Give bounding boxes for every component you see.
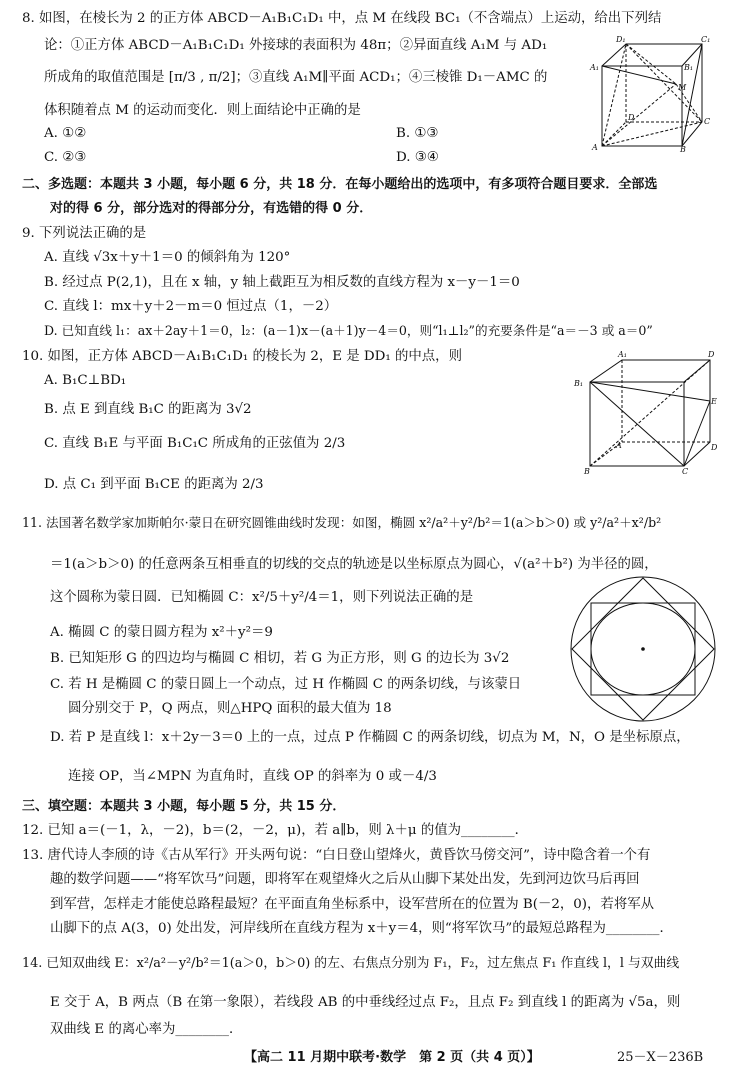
section2-header-line2: 对的得 6 分，部分选对的得部分分，有选错的得 0 分． [50,201,373,216]
section2-header-line1: 二、多选题：本题共 3 小题，每小题 6 分，共 18 分．在每小题给出的选项中，有多项符合题目要求．全部选 [22,177,658,192]
q8-line4: 体积随着点 M 的运动而变化．则上面结论中正确的是 [44,103,361,118]
q11-monge-circle-figure [568,574,718,724]
q14-line2: E 交于 A，B 两点（B 在第一象限），若线段 AB 的中垂线经过点 F₂，且点 F₂ 到直线 l 的距离为 √5a，则 [50,995,681,1010]
q10-cube-figure [572,350,718,474]
q9-option-b: B. 经过点 P(2,1)，且在 x 轴，y 轴上截距互为相反数的直线方程为 x－y－1＝0 [44,275,520,290]
q8-option-b: B. ①③ [396,126,439,141]
q10-stem: 10. 如图，正方体 ABCD－A₁B₁C₁D₁ 的棱长为 2，E 是 DD₁ 的中点，则 [22,349,462,364]
q13-line4: 山脚下的点 A(3，0) 处出发，河岸线所在直线方程为 x＋y＝4，则“将军饮马”的最短总路程为________． [50,921,673,936]
q10-label-b1: B₁ [574,379,584,388]
q11-option-d-line1: D. 若 P 是直线 l：x＋2y－3＝0 上的一点，过点 P 作椭圆 C 的两条切线，切点为 M，N，O 是坐标原点， [50,730,690,745]
footer-code: 25－X－236B [617,1050,704,1065]
q8-label-c: C [704,117,711,126]
q10-option-d: D. 点 C₁ 到平面 B₁CE 的距离为 2/3 [44,477,264,492]
q8-cube-figure [588,34,716,152]
q11-option-c-line2: 圆分别交于 P，Q 两点，则△HPQ 面积的最大值为 18 [68,701,392,716]
q11-option-d-line2: 连接 OP，当∠MPN 为直角时，直线 OP 的斜率为 0 或－4/3 [68,769,437,784]
q8-label-d1: D₁ [616,35,626,44]
q8-line1: 8. 如图，在棱长为 2 的正方体 ABCD－A₁B₁C₁D₁ 中，点 M 在线段 BC₁（不含端点）上运动，给出下列结 [22,11,662,26]
q14-line1: 14. 已知双曲线 E：x²/a²－y²/b²＝1(a＞0，b＞0) 的左、右焦点分别为 F₁，F₂，过左焦点 F₁ 作直线 l，l 与双曲线 [22,956,680,971]
q8-label-b: B [680,145,686,152]
q11-option-a: A. 椭圆 C 的蒙日圆方程为 x²＋y²＝9 [50,625,273,640]
q10-label-d: D [711,443,718,452]
q11-option-c-line1: C. 若 H 是椭圆 C 的蒙日圆上一个动点，过 H 作椭圆 C 的两条切线，与该蒙日 [50,677,522,692]
q8-label-a1: A₁ [590,63,599,72]
q13-line2: 趣的数学问题——“将军饮马”问题，即将军在观望烽火之后从山脚下某处出发，先到河边饮马后再回 [50,872,640,887]
q10-label-e: E [711,397,717,406]
q9-option-d: D. 已知直线 l₁：ax＋2ay＋1＝0，l₂：(a－1)x－(a＋1)y－4＝0，则“l₁⊥l₂”的充要条件是“a＝－3 或 a＝0” [44,323,653,338]
q13-line3: 到军营，怎样走才能使总路程最短？在平面直角坐标系中，设军营所在的位置为 B(－2，0)，若将军从 [50,897,654,912]
q11-line2: ＝1(a＞b＞0) 的任意两条互相垂直的切线的交点的轨迹是以坐标原点为圆心，√(a²＋b²) 为半径的圆， [50,557,658,572]
q14-line3: 双曲线 E 的离心率为________． [50,1022,243,1037]
q10-option-a: A. B₁C⊥BD₁ [44,373,127,388]
page-footer [0,1051,739,1071]
q12: 12. 已知 a＝(－1，λ，－2)，b＝(2，－2，μ)，若 a∥b，则 λ＋μ 的值为________． [22,823,528,838]
q11-line1: 11. 法国著名数学家加斯帕尔·蒙日在研究圆锥曲线时发现：如图，椭圆 x²/a²＋y²/b²＝1(a＞b＞0) 或 y²/a²＋x²/b² [22,515,662,530]
q8-line3: 所成角的取值范围是 [π/3 , π/2]；③直线 A₁M∥平面 ACD₁；④三棱锥 D₁－AMC 的 [44,70,548,85]
q9-option-a: A. 直线 √3x＋y＋1＝0 的倾斜角为 120° [44,250,291,265]
q10-label-c: C [682,467,689,474]
q8-option-c: C. ②③ [44,150,87,165]
q9-stem: 9. 下列说法正确的是 [22,226,147,241]
section3-header: 三、填空题：本题共 3 小题，每小题 5 分，共 15 分． [22,799,346,814]
footer-page-info: 【高二 11 月期中联考·数学 第 2 页（共 4 页）】 [244,1050,540,1065]
q9-option-c: C. 直线 l：mx＋y＋2－m＝0 恒过点（1，－2） [44,299,338,314]
q10-option-b: B. 点 E 到直线 B₁C 的距离为 3√2 [44,402,252,417]
q8-label-m: M [678,83,687,92]
q10-label-d-top: D [708,350,715,359]
q11-option-b: B. 已知矩形 G 的四边均与椭圆 C 相切，若 G 为正方形，则 G 的边长为 3√2 [50,651,510,666]
q8-label-b1: B₁ [684,63,694,72]
q8-label-a: A [592,143,598,152]
q10-label-a1: A₁ [618,350,627,359]
q8-label-d: D [628,113,635,122]
q13-line1: 13. 唐代诗人李颀的诗《古从军行》开头两句说：“白日登山望烽火，黄昏饮马傍交河”，诗中隐含着一个有 [22,848,651,863]
q10-label-b: B [584,467,590,474]
q8-option-a: A. ①② [44,126,87,141]
q11-line3: 这个圆称为蒙日圆．已知椭圆 C：x²/5＋y²/4＝1，则下列说法正确的是 [50,590,474,605]
q10-label-a: A [616,441,622,450]
q8-label-c1: C₁ [701,35,711,44]
q8-option-d: D. ③④ [396,150,439,165]
q8-line2: 论：①正方体 ABCD－A₁B₁C₁D₁ 外接球的表面积为 48π；②异面直线 A₁M 与 AD₁ [44,38,548,53]
q10-option-c: C. 直线 B₁E 与平面 B₁C₁C 所成角的正弦值为 2/3 [44,436,346,451]
